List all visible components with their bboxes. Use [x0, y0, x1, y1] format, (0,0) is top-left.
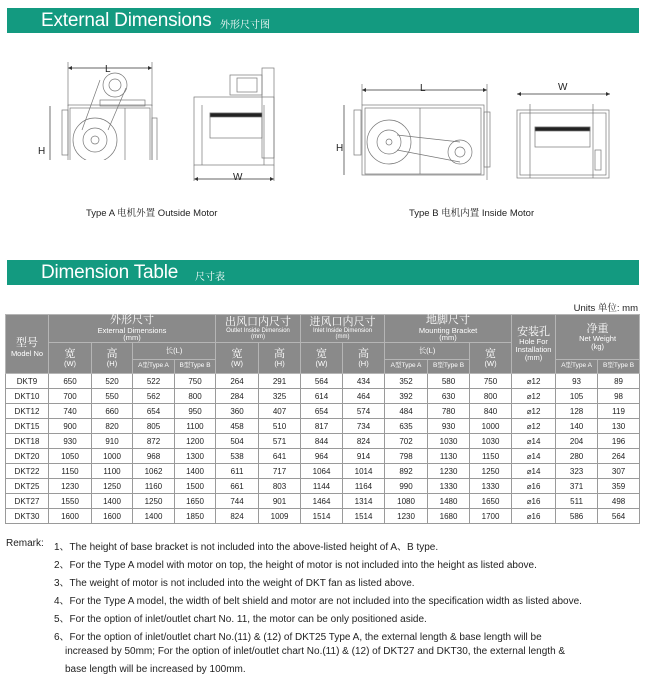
remark-label: Remark:	[6, 538, 44, 549]
value-cell: 840	[470, 404, 512, 419]
header-bracket-cn: 地脚尺寸	[426, 314, 471, 326]
value-cell: 98	[598, 389, 640, 404]
value-cell: 407	[259, 404, 301, 419]
value-cell: 1062	[133, 464, 175, 479]
value-cell: 359	[598, 479, 640, 494]
value-cell: 458	[216, 419, 259, 434]
value-cell: 1300	[175, 449, 216, 464]
value-cell: 1230	[428, 464, 470, 479]
value-cell: 1250	[133, 494, 175, 509]
value-cell: 511	[556, 494, 598, 509]
value-cell: 930	[49, 434, 92, 449]
dim-label-W: W	[233, 172, 243, 183]
value-cell: 105	[556, 389, 598, 404]
header-height-en: (H)	[106, 359, 118, 369]
value-cell: 1250	[470, 464, 512, 479]
value-cell: 1400	[175, 464, 216, 479]
value-cell: 464	[343, 389, 385, 404]
header-hole	[512, 315, 556, 374]
remark-item: 4、For the Type A model, the width of belt shield and motor are not included into the specification width as listed above.	[54, 596, 582, 607]
header-out-width	[216, 343, 259, 374]
header-hole-en2: Installation	[515, 344, 552, 354]
table-row	[6, 404, 640, 419]
header-ext-type-a: A型Type A	[133, 360, 175, 374]
header-external-en: External Dimensions	[97, 325, 167, 335]
value-cell: 950	[175, 404, 216, 419]
header-inlet-en: Inlet Inside Dimension	[313, 328, 373, 335]
header-weight-unit: (kg)	[591, 341, 605, 351]
remark-item: 6、For the option of inlet/outlet chart No.(11) & (12) of DKT25 Type A, the external length & base length will be	[54, 632, 542, 643]
table-row	[6, 389, 640, 404]
model-cell: DKT15	[6, 419, 49, 434]
value-cell: 1100	[175, 419, 216, 434]
value-cell: 280	[556, 449, 598, 464]
value-cell: 360	[216, 404, 259, 419]
section-title-cn: 外形尺寸图	[220, 20, 270, 31]
type-b-side-drawing	[515, 90, 615, 190]
value-cell: 392	[385, 389, 428, 404]
value-cell: 800	[470, 389, 512, 404]
value-cell: 484	[385, 404, 428, 419]
value-cell: 650	[49, 374, 92, 389]
value-cell: 1464	[301, 494, 343, 509]
value-cell: 119	[598, 404, 640, 419]
value-cell: 564	[598, 509, 640, 524]
value-cell: 562	[133, 389, 175, 404]
value-cell: 717	[259, 464, 301, 479]
header-out-height	[259, 343, 301, 374]
header-bracket-type-b: B型Type B	[428, 360, 470, 374]
header-weight-type-a: A型Type A	[556, 360, 598, 374]
value-cell: ⌀16	[512, 509, 556, 524]
value-cell: 586	[556, 509, 598, 524]
value-cell: ⌀16	[512, 479, 556, 494]
model-cell: DKT22	[6, 464, 49, 479]
value-cell: 1009	[259, 509, 301, 524]
dim-label-H: H	[336, 143, 344, 154]
value-cell: 1700	[470, 509, 512, 524]
type-b-caption: Type B 电机内置 Inside Motor	[409, 208, 535, 219]
value-cell: 1330	[428, 479, 470, 494]
value-cell: 196	[598, 434, 640, 449]
value-cell: 264	[216, 374, 259, 389]
value-cell: 798	[385, 449, 428, 464]
header-width-en: (W)	[63, 359, 77, 369]
value-cell: 571	[259, 434, 301, 449]
header-width-cn: 宽	[64, 347, 76, 360]
value-cell: 744	[216, 494, 259, 509]
value-cell: 498	[598, 494, 640, 509]
remark-item: increased by 50mm; For the option of inlet/outlet chart No.(11) & (12) of DKT27 and DKT30, the external length &	[65, 646, 566, 657]
value-cell: 654	[301, 404, 343, 419]
value-cell: 964	[301, 449, 343, 464]
value-cell: 128	[556, 404, 598, 419]
dim-label-L: L	[420, 83, 426, 94]
header-bracket	[385, 315, 512, 343]
value-cell: 1000	[92, 449, 133, 464]
section-title: Dimension Table	[41, 262, 179, 283]
header-weight-cn: 净重	[586, 322, 609, 335]
header-width-cn: 宽	[316, 347, 328, 360]
table-row	[6, 464, 640, 479]
value-cell: 1514	[301, 509, 343, 524]
header-external-unit: (mm)	[123, 333, 141, 343]
value-cell: 580	[428, 374, 470, 389]
model-cell: DKT18	[6, 434, 49, 449]
value-cell: 1600	[92, 509, 133, 524]
value-cell: 1144	[301, 479, 343, 494]
value-cell: 1480	[428, 494, 470, 509]
type-b-front-drawing	[332, 80, 502, 195]
value-cell: 1400	[92, 494, 133, 509]
header-height-cn: 高	[106, 347, 118, 360]
dim-label-L: L	[105, 64, 111, 75]
value-cell: 1164	[343, 479, 385, 494]
header-width-en: (W)	[230, 359, 244, 369]
value-cell: 1030	[428, 434, 470, 449]
header-weight-en: Net Weight	[579, 334, 617, 344]
table-row	[6, 419, 640, 434]
value-cell: 805	[133, 419, 175, 434]
dimension-table-banner	[7, 260, 639, 285]
model-cell: DKT9	[6, 374, 49, 389]
type-a-caption: Type A 电机外置 Outside Motor	[86, 208, 218, 219]
value-cell: 204	[556, 434, 598, 449]
value-cell: 1550	[49, 494, 92, 509]
header-ext-length: 长(L)	[133, 343, 216, 360]
section-title: External Dimensions	[41, 10, 212, 31]
value-cell: 284	[216, 389, 259, 404]
value-cell: 1030	[470, 434, 512, 449]
header-width-en: (W)	[315, 359, 328, 369]
external-dimensions-banner	[7, 8, 639, 33]
value-cell: 522	[133, 374, 175, 389]
value-cell: 510	[259, 419, 301, 434]
value-cell: 872	[133, 434, 175, 449]
value-cell: 1514	[343, 509, 385, 524]
value-cell: 750	[470, 374, 512, 389]
header-outlet-en: Outlet Inside Dimension	[226, 328, 290, 335]
header-inlet-cn: 进风口内尺寸	[309, 315, 376, 328]
remark-item: 1、The height of base bracket is not included into the above-listed height of A、B type.	[54, 542, 439, 553]
header-external	[49, 315, 216, 343]
value-cell: 291	[259, 374, 301, 389]
header-bracket-type-a: A型Type A	[385, 360, 428, 374]
value-cell: 434	[343, 374, 385, 389]
value-cell: ⌀14	[512, 434, 556, 449]
value-cell: 892	[385, 464, 428, 479]
value-cell: 635	[385, 419, 428, 434]
header-width-cn: 宽	[231, 347, 243, 360]
header-in-height	[343, 343, 385, 374]
value-cell: 352	[385, 374, 428, 389]
value-cell: 740	[49, 404, 92, 419]
value-cell: ⌀14	[512, 464, 556, 479]
value-cell: 1230	[49, 479, 92, 494]
model-cell: DKT20	[6, 449, 49, 464]
value-cell: 307	[598, 464, 640, 479]
value-cell: 140	[556, 419, 598, 434]
value-cell: 1160	[133, 479, 175, 494]
value-cell: 371	[556, 479, 598, 494]
value-cell: 1064	[301, 464, 343, 479]
dim-label-W: W	[558, 82, 568, 93]
value-cell: 1500	[175, 479, 216, 494]
value-cell: 130	[598, 419, 640, 434]
header-ext-type-b: B型Type B	[175, 360, 216, 374]
value-cell: 910	[92, 434, 133, 449]
type-a-front-drawing	[40, 60, 160, 160]
value-cell: 323	[556, 464, 598, 479]
value-cell: 611	[216, 464, 259, 479]
value-cell: 1100	[92, 464, 133, 479]
value-cell: 93	[556, 374, 598, 389]
table-body	[6, 374, 640, 524]
value-cell: 1330	[470, 479, 512, 494]
value-cell: 824	[343, 434, 385, 449]
header-height-en: (H)	[274, 359, 285, 369]
header-bracket-length: 长(L)	[385, 343, 470, 360]
value-cell: 844	[301, 434, 343, 449]
header-model-en: Model No	[10, 348, 44, 358]
value-cell: ⌀12	[512, 389, 556, 404]
value-cell: 574	[343, 404, 385, 419]
value-cell: 630	[428, 389, 470, 404]
dimension-table	[5, 314, 640, 524]
value-cell: ⌀12	[512, 419, 556, 434]
model-cell: DKT25	[6, 479, 49, 494]
remark-item: 3、The weight of motor is not included into the weight of DKT fan as listed above.	[54, 578, 415, 589]
value-cell: 1400	[133, 509, 175, 524]
header-hole-unit: (mm)	[524, 352, 543, 362]
header-model	[6, 315, 49, 374]
value-cell: ⌀12	[512, 374, 556, 389]
header-bracket-unit: (mm)	[439, 333, 457, 343]
value-cell: 1680	[428, 509, 470, 524]
header-bracket-en: Mounting Bracket	[418, 325, 478, 335]
units-label: Units 单位: mm	[573, 303, 638, 314]
value-cell: 780	[428, 404, 470, 419]
value-cell: 1650	[175, 494, 216, 509]
table-row	[6, 434, 640, 449]
value-cell: 520	[92, 374, 133, 389]
value-cell: 900	[49, 419, 92, 434]
model-cell: DKT12	[6, 404, 49, 419]
header-ext-width	[49, 343, 92, 374]
value-cell: 1080	[385, 494, 428, 509]
header-width-cn: 宽	[485, 347, 497, 360]
value-cell: 990	[385, 479, 428, 494]
value-cell: 930	[428, 419, 470, 434]
value-cell: 1014	[343, 464, 385, 479]
value-cell: 1000	[470, 419, 512, 434]
value-cell: 1650	[470, 494, 512, 509]
value-cell: 538	[216, 449, 259, 464]
header-weight	[556, 315, 640, 360]
value-cell: 824	[216, 509, 259, 524]
value-cell: 325	[259, 389, 301, 404]
dim-label-H: H	[38, 146, 46, 157]
value-cell: 1130	[428, 449, 470, 464]
value-cell: 1600	[49, 509, 92, 524]
value-cell: 702	[385, 434, 428, 449]
value-cell: 89	[598, 374, 640, 389]
value-cell: 614	[301, 389, 343, 404]
value-cell: 914	[343, 449, 385, 464]
value-cell: ⌀16	[512, 494, 556, 509]
value-cell: 1050	[49, 449, 92, 464]
header-outlet-cn: 出风口内尺寸	[225, 315, 292, 328]
value-cell: 820	[92, 419, 133, 434]
value-cell: 1314	[343, 494, 385, 509]
header-height-en: (H)	[358, 359, 369, 369]
value-cell: 660	[92, 404, 133, 419]
value-cell: 1150	[470, 449, 512, 464]
header-external-cn: 外形尺寸	[110, 314, 155, 326]
header-weight-type-b: B型Type B	[598, 360, 640, 374]
header-inlet	[301, 315, 385, 343]
header-height-cn: 高	[274, 347, 286, 360]
value-cell: 734	[343, 419, 385, 434]
value-cell: 1150	[49, 464, 92, 479]
header-width-en: (W)	[484, 359, 497, 369]
header-outlet	[216, 315, 301, 343]
value-cell: 968	[133, 449, 175, 464]
header-outlet-unit: (mm)	[251, 334, 266, 341]
model-cell: DKT10	[6, 389, 49, 404]
value-cell: 661	[216, 479, 259, 494]
table-row	[6, 479, 640, 494]
value-cell: 1200	[175, 434, 216, 449]
value-cell: 1250	[92, 479, 133, 494]
model-cell: DKT27	[6, 494, 49, 509]
value-cell: 1230	[385, 509, 428, 524]
header-inlet-unit: (mm)	[335, 334, 350, 341]
header-in-width	[301, 343, 343, 374]
header-hole-cn: 安装孔	[517, 325, 551, 338]
value-cell: 504	[216, 434, 259, 449]
value-cell: 1850	[175, 509, 216, 524]
header-model-cn: 型号	[16, 337, 38, 350]
header-hole-en: Hole For	[519, 337, 548, 347]
value-cell: 803	[259, 479, 301, 494]
value-cell: 550	[92, 389, 133, 404]
table-row	[6, 509, 640, 524]
section-title-cn: 尺寸表	[195, 272, 225, 283]
value-cell: 264	[598, 449, 640, 464]
header-bracket-width	[470, 343, 512, 374]
remark-item: 2、For the Type A model with motor on top, the height of motor is not included into the height as listed above.	[54, 560, 537, 571]
remark-item: 5、For the option of inlet/outlet chart No. 11, the motor can be only positioned aside.	[54, 614, 427, 625]
value-cell: ⌀14	[512, 449, 556, 464]
remark-item: base length will be increased by 100mm.	[65, 664, 246, 675]
value-cell: 817	[301, 419, 343, 434]
value-cell: ⌀12	[512, 404, 556, 419]
header-ext-height	[92, 343, 133, 374]
value-cell: 564	[301, 374, 343, 389]
table-row	[6, 374, 640, 389]
value-cell: 700	[49, 389, 92, 404]
value-cell: 654	[133, 404, 175, 419]
header-height-cn: 高	[358, 347, 370, 360]
table-row	[6, 449, 640, 464]
value-cell: 641	[259, 449, 301, 464]
table-row	[6, 494, 640, 509]
value-cell: 800	[175, 389, 216, 404]
value-cell: 750	[175, 374, 216, 389]
value-cell: 901	[259, 494, 301, 509]
model-cell: DKT30	[6, 509, 49, 524]
